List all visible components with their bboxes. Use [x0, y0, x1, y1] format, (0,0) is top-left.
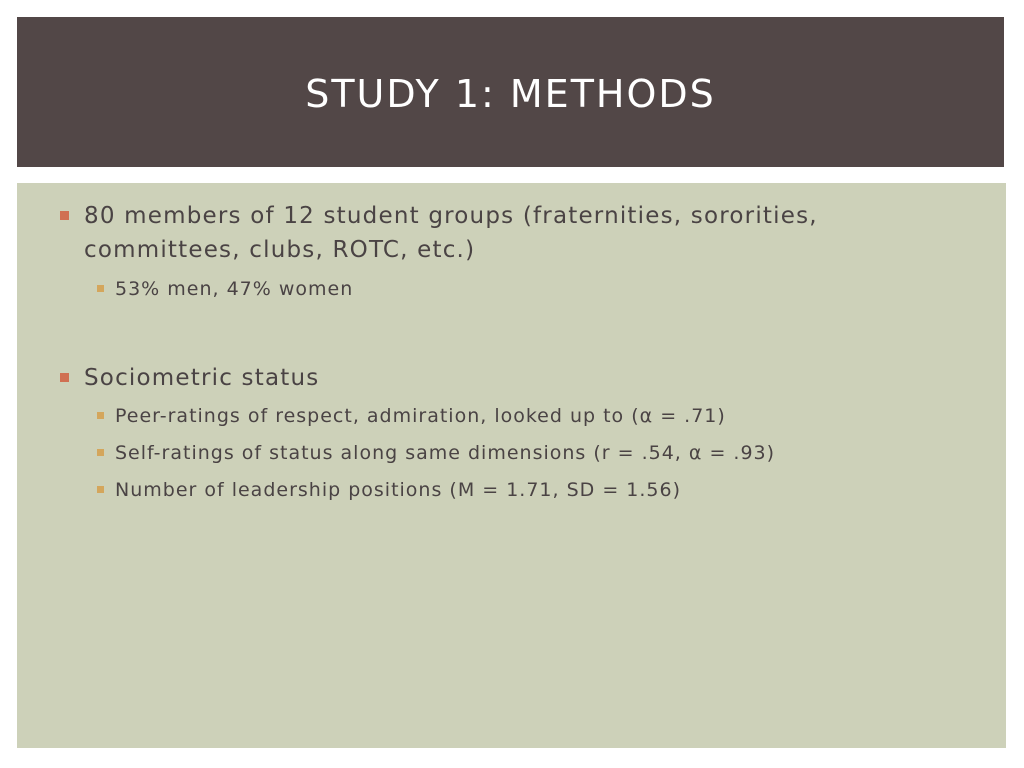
sub-bullet-text: Peer-ratings of respect, admiration, looked up to (α = .71) — [115, 405, 726, 427]
sub-bullet-item-leadership — [97, 476, 977, 504]
square-bullet-icon — [60, 211, 69, 220]
slide-title: STUDY 1: METHODS — [305, 72, 716, 116]
title-band — [17, 17, 1004, 167]
bullet-text: Sociometric status — [84, 365, 320, 391]
square-bullet-icon — [97, 486, 104, 493]
bullet-item-sociometric-status — [66, 361, 946, 395]
sub-bullet-text: 53% men, 47% women — [115, 278, 354, 300]
sub-bullet-item-self-ratings — [97, 439, 977, 467]
bullet-text: 80 members of 12 student groups (fraternities, sororities, committees, clubs, ROTC, etc.) — [84, 203, 818, 263]
sub-bullet-item-gender — [97, 275, 977, 303]
sub-bullet-text: Number of leadership positions (M = 1.71, SD = 1.56) — [115, 479, 682, 501]
bullet-item-participants — [66, 199, 946, 267]
square-bullet-icon — [97, 412, 104, 419]
sub-bullet-text: Self-ratings of status along same dimensions (r = .54, α = .93) — [115, 442, 776, 464]
square-bullet-icon — [97, 285, 104, 292]
square-bullet-icon — [97, 449, 104, 456]
sub-bullet-item-peer-ratings — [97, 402, 977, 430]
square-bullet-icon — [60, 373, 69, 382]
